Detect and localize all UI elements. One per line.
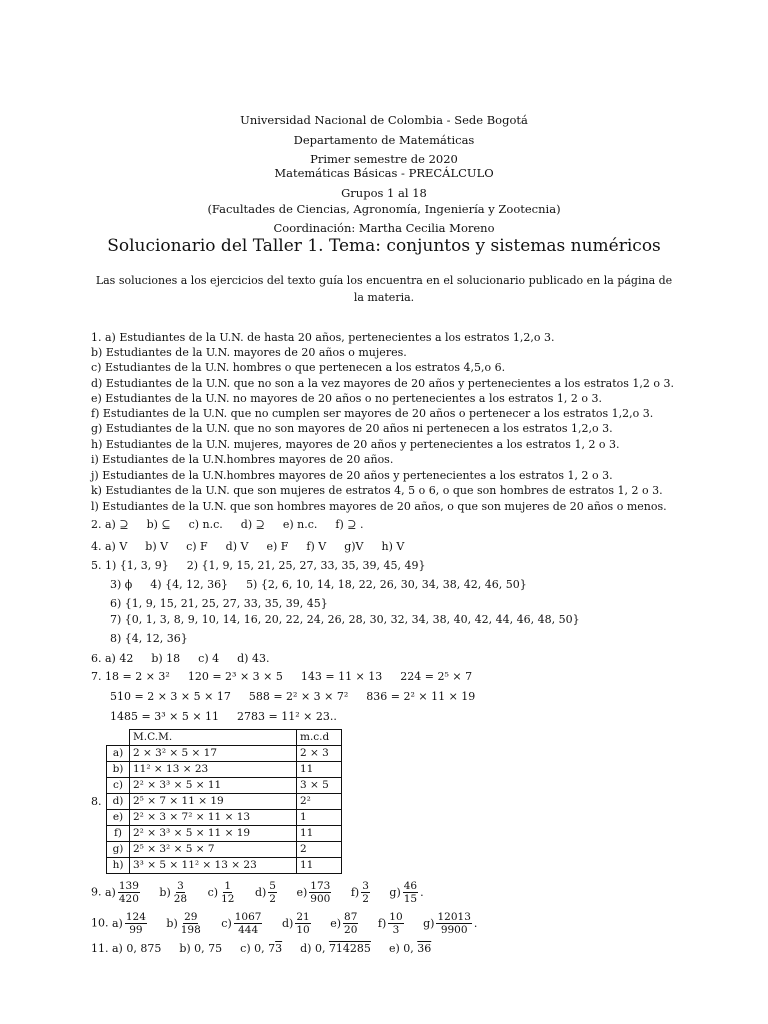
ex11-c-fixed: c) 0, 7 [240, 942, 276, 955]
row-label: g) [107, 842, 130, 858]
mcd-cell: 2 × 3 [297, 746, 342, 762]
ex10-item-c [221, 911, 264, 936]
ex10-label-e: e) [330, 916, 342, 930]
ex10-label-d: d) [281, 916, 294, 930]
ex10-label-b: b) [166, 916, 178, 930]
ex1-line-b: b) Estudiantes de la U.N. mayores de 20 años o mujeres. [91, 346, 407, 359]
course-name: Matemáticas Básicas - PRECÁLCULO [274, 166, 494, 180]
ex9-end: . [420, 885, 424, 899]
ex9-label-b: b) [159, 885, 171, 899]
table-row [107, 826, 342, 842]
mcm-cell: 11² × 13 × 23 [130, 762, 297, 778]
ex9-item-c [207, 880, 238, 905]
ex1-line-e: e) Estudiantes de la U.N. no mayores de 20 años o no pertenecientes a los estratos 1, 2 o 3. [91, 392, 602, 405]
ex11-b: b) 0, 75 [179, 942, 223, 955]
ex8-label: 8. [91, 795, 102, 808]
ex7-prefix: 7. [91, 670, 102, 683]
denominator: 900 [310, 893, 331, 905]
ex5-4: 4) {4, 12, 36} [150, 578, 229, 591]
table-row [107, 858, 342, 874]
numerator: 12013 [437, 911, 471, 923]
ex10-label-g: g) [423, 916, 435, 930]
ex9-label-e: e) [296, 885, 308, 899]
ex2-c: c) n.c. [188, 518, 223, 531]
table-header-row [107, 730, 342, 746]
numerator: 87 [344, 911, 358, 923]
ex7-510: 510 = 2 × 3 × 5 × 17 [110, 690, 231, 703]
mcm-mcd-table [106, 729, 342, 874]
row-label: a) [107, 746, 130, 762]
mcd-cell: 2 [297, 842, 342, 858]
ex4-line [91, 540, 422, 553]
ex4-g: g)V [344, 540, 364, 553]
ex9-prefix: 9. [91, 885, 102, 899]
ex11-d-repeating: 714285 [328, 942, 371, 955]
numerator: 1 [224, 880, 232, 892]
ex6-a: 6. a) 42 [91, 652, 134, 665]
ex2-f: f) ⊇ . [335, 518, 364, 531]
ex11-e-repeating: 36 [417, 942, 432, 955]
ex9-label-d: d) [254, 885, 267, 899]
ex9-label-f: f) [350, 885, 360, 899]
denominator: 20 [344, 924, 358, 936]
numerator: 1067 [234, 911, 262, 923]
ex7-1485: 1485 = 3³ × 5 × 11 [110, 710, 220, 723]
department-name: Departamento de Matemáticas [293, 133, 475, 147]
ex10-item-g [423, 911, 478, 936]
fraction [388, 911, 403, 936]
fraction [125, 911, 147, 936]
ex10-line [91, 911, 477, 936]
ex10-item-e [330, 911, 360, 936]
denominator: 2 [269, 893, 276, 905]
numerator: 139 [118, 880, 139, 892]
ex4-h: h) V [381, 540, 405, 553]
fraction [173, 880, 188, 905]
ex11-e-fixed: e) 0, [388, 942, 414, 955]
ex5-1: 5. 1) {1, 3, 9} [91, 559, 169, 572]
fraction [361, 880, 370, 905]
mcd-cell: 11 [297, 858, 342, 874]
mcm-cell: 3³ × 5 × 11² × 13 × 23 [130, 858, 297, 874]
row-label: b) [107, 762, 130, 778]
ex7-224: 224 = 2⁵ × 7 [400, 670, 473, 683]
ex9-item-a [105, 880, 142, 905]
ex9-item-b [159, 880, 190, 905]
intro-text: Las soluciones a los ejercicios del texto guía los encuentra en el solucionario publicado en la página de la materia. [95, 274, 673, 304]
ex9-item-g [389, 880, 424, 905]
ex5-line-2 [110, 578, 527, 591]
row-label: f) [107, 826, 130, 842]
denominator: 420 [118, 893, 139, 905]
ex10-item-b [166, 911, 203, 936]
ex5-3: 3) ϕ [110, 578, 133, 591]
ex1-line-c: c) Estudiantes de la U.N. hombres o que pertenecen a los estratos 4,5,o 6. [91, 361, 506, 374]
table-row [107, 762, 342, 778]
mcm-cell: 2² × 3³ × 5 × 11 [130, 778, 297, 794]
ex4-a: 4. a) V [91, 540, 128, 553]
ex7-588: 588 = 2² × 3 × 7² [248, 690, 349, 703]
ex4-e: e) F [266, 540, 289, 553]
denominator: 15 [403, 893, 418, 905]
ex2-d: d) ⊇ [240, 518, 265, 531]
numerator: 10 [389, 911, 403, 923]
groups: Grupos 1 al 18 [341, 186, 427, 200]
ex10-end: . [473, 916, 478, 930]
table-corner [107, 730, 130, 746]
ex4-b: b) V [145, 540, 169, 553]
mcm-cell: 2 × 3² × 5 × 17 [130, 746, 297, 762]
ex6-b: b) 18 [151, 652, 181, 665]
mcm-cell: 2² × 3 × 7² × 11 × 13 [130, 810, 297, 826]
denominator: 444 [238, 924, 259, 936]
fraction [403, 880, 418, 905]
numerator: 29 [184, 911, 198, 923]
numerator: 21 [296, 911, 310, 923]
ex10-item-d [281, 911, 313, 936]
ex7-120: 120 = 2³ × 3 × 5 [187, 670, 283, 683]
ex5-5: 5) {2, 6, 10, 14, 18, 22, 26, 30, 34, 38, 42, 46, 50} [246, 578, 527, 591]
fraction [295, 911, 310, 936]
ex11-c [240, 942, 282, 955]
ex11-c-repeating: 3 [275, 942, 283, 955]
ex5-2: 2) {1, 9, 15, 21, 25, 27, 33, 35, 39, 45, 49} [186, 559, 426, 572]
ex11-line [91, 942, 431, 955]
ex7-line-3 [110, 710, 337, 723]
ex7-2783: 2783 = 11² × 23.. [237, 710, 337, 723]
fraction [268, 880, 277, 905]
table-row [107, 778, 342, 794]
ex1-line-g: g) Estudiantes de la U.N. que no son mayores de 20 años ni pertenecen a los estratos 1,2,o 3. [91, 422, 613, 435]
ex7-836: 836 = 2² × 11 × 19 [366, 690, 476, 703]
fraction [180, 911, 202, 936]
semester: Primer semestre de 2020 [310, 152, 458, 166]
denominator: 28 [173, 893, 188, 905]
ex10-label-a: a) [112, 916, 123, 930]
ex11-d-fixed: d) 0, [300, 942, 326, 955]
denominator: 12 [221, 893, 235, 905]
denominator: 3 [392, 924, 400, 936]
coordination: Coordinación: Martha Cecilia Moreno [273, 221, 495, 235]
ex6-d: d) 43. [237, 652, 270, 665]
table-row [107, 746, 342, 762]
header-mcm: M.C.M. [130, 730, 297, 746]
denominator: 10 [296, 924, 310, 936]
fraction [436, 911, 471, 936]
row-label: d) [107, 794, 130, 810]
table-row [107, 810, 342, 826]
numerator: 124 [125, 911, 146, 923]
ex7-18: 18 = 2 × 3² [105, 670, 170, 683]
ex1-line-j: j) Estudiantes de la U.N.hombres mayores de 20 años y pertenecientes a los estratos 1, 2 o 3. [91, 469, 613, 482]
header-mcd: m.c.d [297, 730, 342, 746]
ex4-f: f) V [306, 540, 327, 553]
mcd-cell: 2² [297, 794, 342, 810]
ex1-line-f: f) Estudiantes de la U.N. que no cumplen ser mayores de 20 años o pertenecer a los estratos 1,2,o 3. [91, 407, 654, 420]
table-row [107, 794, 342, 810]
ex2-a: 2. a) ⊇ [91, 518, 129, 531]
ex1-line-a: 1. a) Estudiantes de la U.N. de hasta 20 años, pertenecientes a los estratos 1,2,o 3. [91, 331, 555, 344]
ex1-line-i: i) Estudiantes de la U.N.hombres mayores de 20 años. [91, 453, 394, 466]
ex1-line-h: h) Estudiantes de la U.N. mujeres, mayores de 20 años y pertenecientes a los estratos 1, 2 o 3. [91, 438, 620, 451]
ex10-label-c: c) [221, 916, 232, 930]
ex6-c: c) 4 [198, 652, 220, 665]
ex11-a: 11. a) 0, 875 [91, 942, 162, 955]
row-label: h) [107, 858, 130, 874]
ex7-143: 143 = 11 × 13 [300, 670, 383, 683]
mcm-cell: 2² × 3³ × 5 × 11 × 19 [130, 826, 297, 842]
denominator: 198 [180, 924, 201, 936]
numerator: 3 [177, 880, 184, 892]
fraction [118, 880, 140, 905]
numerator: 173 [310, 880, 331, 892]
denominator: 9900 [440, 924, 468, 936]
ex5-8: 8) {4, 12, 36} [110, 632, 188, 645]
ex9-label-c: c) [207, 885, 219, 899]
faculties: (Facultades de Ciencias, Agronomía, Ingeniería y Zootecnia) [207, 202, 561, 216]
numerator: 3 [362, 880, 369, 892]
ex9-line [91, 880, 424, 905]
denominator: 2 [362, 893, 369, 905]
row-label: e) [107, 810, 130, 826]
ex9-item-e [296, 880, 333, 905]
mcd-cell: 11 [297, 762, 342, 778]
ex9-label-g: g) [389, 885, 401, 899]
fraction [343, 911, 358, 936]
numerator: 46 [403, 880, 418, 892]
ex5-6: 6) {1, 9, 15, 21, 25, 27, 33, 35, 39, 45} [110, 597, 328, 610]
ex6-line [91, 652, 287, 665]
ex2-e: e) n.c. [282, 518, 318, 531]
ex1-line-d: d) Estudiantes de la U.N. que no son a la vez mayores de 20 años y pertenecientes a los estratos 1,2 o 3. [91, 377, 674, 390]
ex5-7: 7) {0, 1, 3, 8, 9, 10, 14, 16, 20, 22, 24, 26, 28, 30, 32, 34, 38, 40, 42, 44, 46, 48, 50} [110, 613, 580, 626]
ex9-label-a: a) [105, 885, 116, 899]
denominator: 99 [129, 924, 143, 936]
mcm-cell: 2⁵ × 3² × 5 × 7 [130, 842, 297, 858]
mcm-cell: 2⁵ × 7 × 11 × 19 [130, 794, 297, 810]
ex4-c: c) F [186, 540, 208, 553]
ex10-prefix: 10. [91, 916, 109, 930]
numerator: 5 [269, 880, 276, 892]
ex2-b: b) ⊆ [146, 518, 171, 531]
ex5-line-1 [91, 559, 425, 572]
ex1-line-k: k) Estudiantes de la U.N. que son mujeres de estratos 4, 5 o 6, o que son hombres de estratos 1, 2 o 3. [91, 484, 663, 497]
ex10-item-a [112, 911, 149, 936]
mcd-cell: 1 [297, 810, 342, 826]
fraction [234, 911, 263, 936]
ex4-d: d) V [225, 540, 249, 553]
university-name: Universidad Nacional de Colombia - Sede Bogotá [240, 113, 528, 127]
mcd-cell: 11 [297, 826, 342, 842]
ex11-d [300, 942, 371, 955]
ex1-line-l: l) Estudiantes de la U.N. que son hombres mayores de 20 años, o que son mujeres de 20 años o menos. [91, 500, 667, 513]
ex10-item-f [377, 911, 406, 936]
table-row [107, 842, 342, 858]
ex9-item-d [254, 880, 279, 905]
ex2-line [91, 518, 381, 531]
ex9-item-f [350, 880, 372, 905]
fraction [309, 880, 331, 905]
page-title: Solucionario del Taller 1. Tema: conjuntos y sistemas numéricos [107, 236, 661, 256]
row-label: c) [107, 778, 130, 794]
ex7-line-2 [110, 690, 475, 703]
mcd-cell: 3 × 5 [297, 778, 342, 794]
fraction [220, 880, 235, 905]
ex7-line-1 [91, 670, 472, 683]
ex11-e [389, 942, 431, 955]
ex10-label-f: f) [377, 916, 387, 930]
